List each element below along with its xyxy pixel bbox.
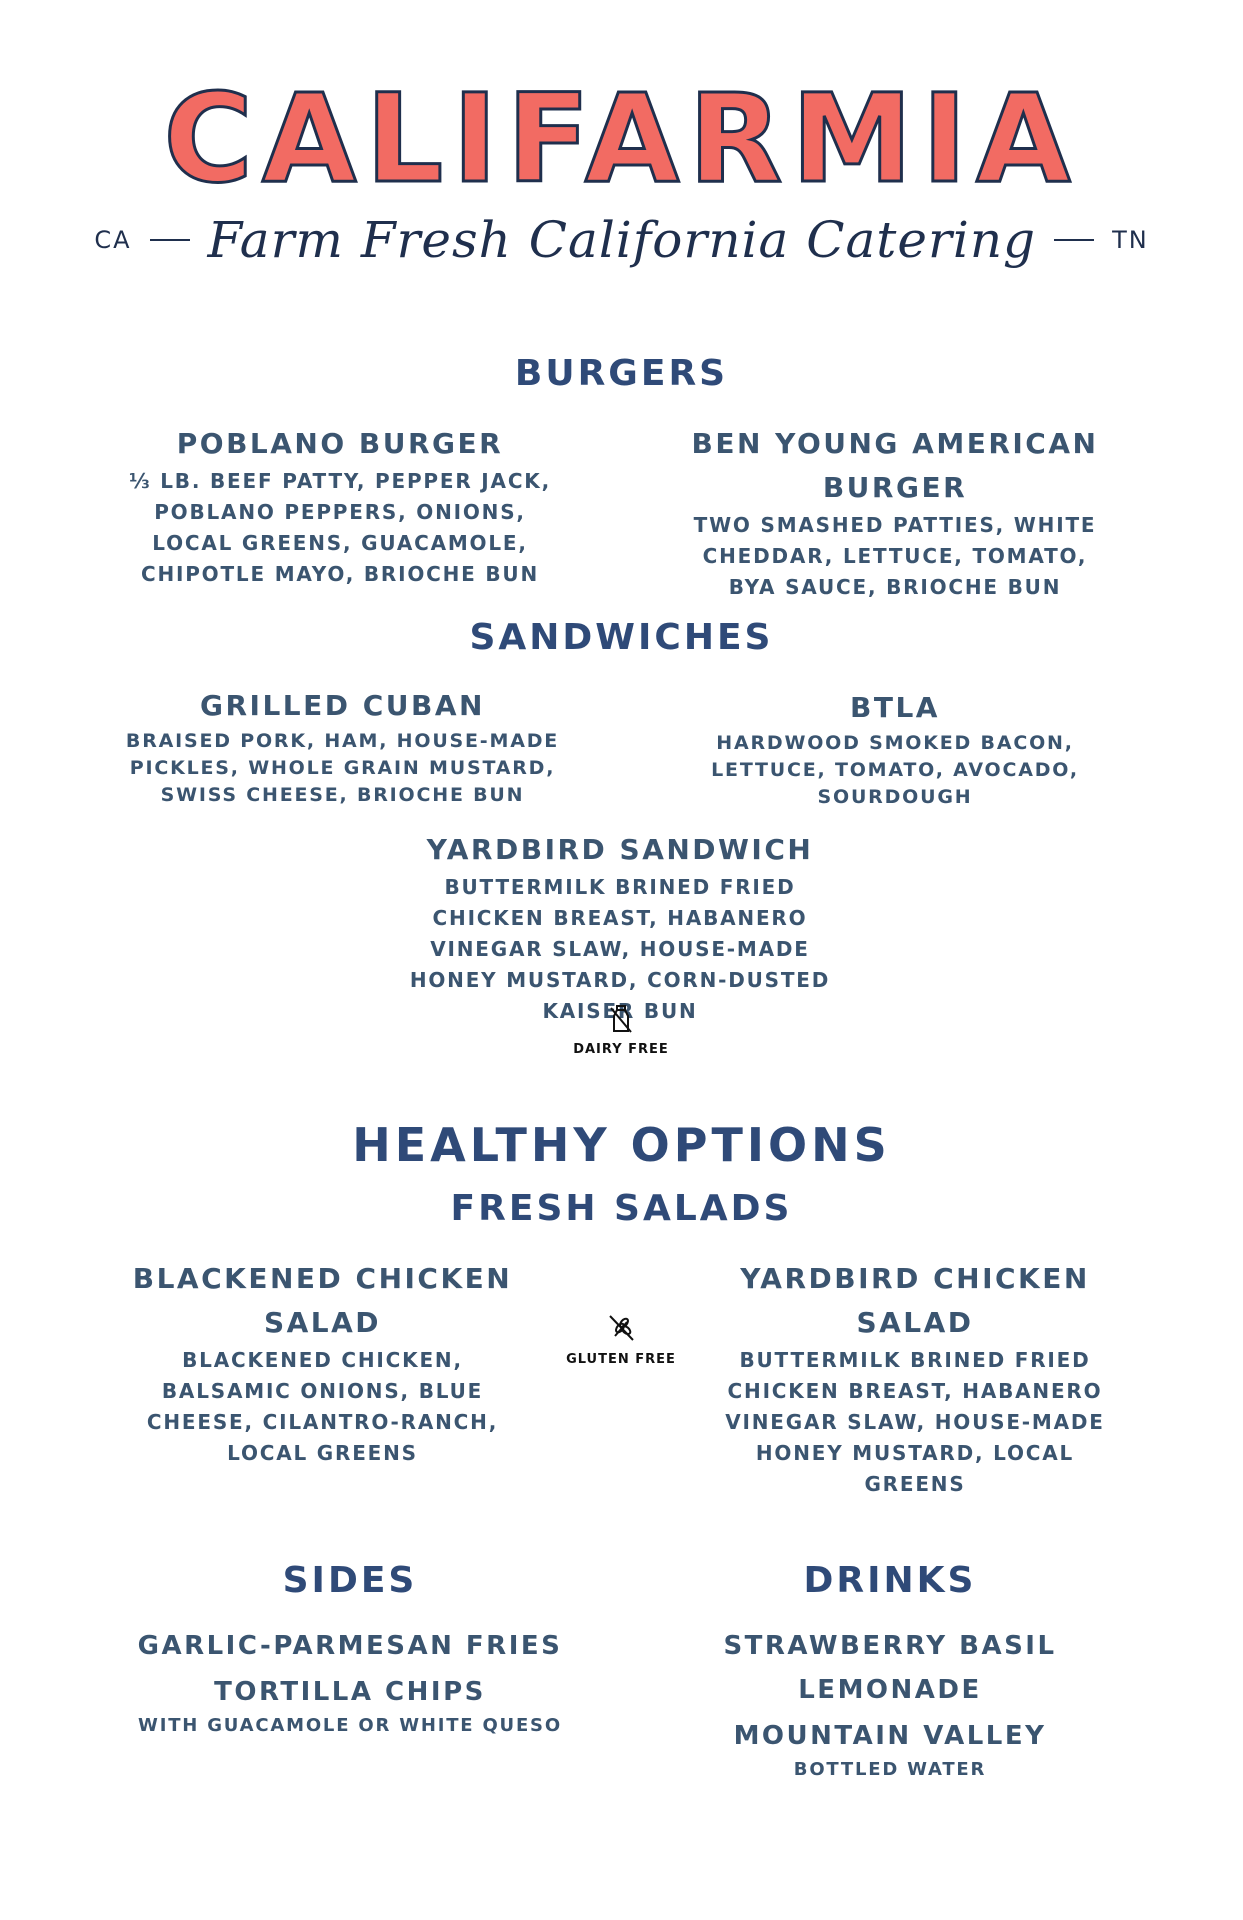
menu-item-name: YARDBIRD CHICKEN SALAD [740, 1262, 1090, 1339]
left-state-code: CA [94, 226, 132, 254]
side-item-name: GARLIC-PARMESAN FRIES [137, 1631, 563, 1661]
drinks-heading: DRINKS [803, 1560, 977, 1601]
gluten-free-icon [605, 1312, 637, 1344]
gluten-free-badge [556, 1312, 686, 1367]
menu-item-blackened-chicken-salad [120, 1257, 525, 1469]
menu-item-yardbird-sandwich [395, 828, 845, 1027]
menu-item-btla [680, 686, 1110, 811]
menu-item-description: ⅓ LB. BEEF PATTY, PEPPER JACK, POBLANO PEPPERS, ONIONS, LOCAL GREENS, GUACAMOLE, CHIPOTLE MAYO, BRIOCHE BUN [129, 469, 551, 586]
menu-item-name: YARDBIRD SANDWICH [426, 833, 814, 866]
brand-name: CALIFARMIA [163, 68, 1080, 210]
divider [1054, 239, 1094, 241]
menu-item-yardbird-chicken-salad [710, 1257, 1120, 1500]
brand-tagline-row [0, 205, 1243, 275]
drink-item-name: MOUNTAIN VALLEY [733, 1721, 1047, 1751]
fresh-salads-heading: FRESH SALADS [450, 1188, 793, 1229]
menu-item-description: BRAISED PORK, HAM, HOUSE-MADE PICKLES, WHOLE GRAIN MUSTARD, SWISS CHEESE, BRIOCHE BUN [125, 730, 560, 806]
burgers-heading: BURGERS [514, 353, 729, 394]
dairy-free-icon [608, 1004, 634, 1034]
menu-item-description: BUTTERMILK BRINED FRIED CHICKEN BREAST, HABANERO VINEGAR SLAW, HOUSE-MADE HONEY MUSTARD, CORN-DUSTED KAISER BUN [409, 875, 831, 1023]
sides-heading: SIDES [282, 1560, 418, 1601]
menu-item-description: BLACKENED CHICKEN, BALSAMIC ONIONS, BLUE CHEESE, CILANTRO-RANCH, LOCAL GREENS [146, 1348, 499, 1465]
menu-item-name: BTLA [850, 691, 940, 724]
menu-item-ben-young-american-burger [690, 422, 1100, 603]
menu-item-name: BEN YOUNG AMERICAN BURGER [691, 427, 1099, 504]
sides-list [130, 1624, 570, 1738]
dairy-free-label: DAIRY FREE [573, 1042, 669, 1057]
drink-item-name: STRAWBERRY BASIL LEMONADE [723, 1631, 1057, 1705]
menu-item-name: BLACKENED CHICKEN SALAD [132, 1262, 513, 1339]
menu-item-description: BUTTERMILK BRINED FRIED CHICKEN BREAST, HABANERO VINEGAR SLAW, HOUSE-MADE HONEY MUSTARD, LOCAL GREENS [725, 1348, 1105, 1496]
side-item-name: TORTILLA CHIPS [214, 1677, 486, 1707]
menu-item-name: POBLANO BURGER [176, 427, 504, 460]
right-state-code: TN [1112, 226, 1149, 254]
brand-tagline: Farm Fresh California Catering [207, 211, 1037, 269]
side-item-note: WITH GUACAMOLE OR WHITE QUESO [138, 1715, 562, 1736]
menu-item-poblano-burger [120, 422, 560, 590]
dairy-free-badge [561, 1004, 681, 1057]
menu-item-grilled-cuban [120, 684, 565, 809]
gluten-free-label: GLUTEN FREE [566, 1352, 676, 1367]
drinks-list [650, 1624, 1130, 1782]
drink-item-note: BOTTLED WATER [793, 1759, 987, 1780]
menu-item-description: HARDWOOD SMOKED BACON, LETTUCE, TOMATO, AVOCADO, SOURDOUGH [711, 732, 1079, 808]
menu-item-description: TWO SMASHED PATTIES, WHITE CHEDDAR, LETTUCE, TOMATO, BYA SAUCE, BRIOCHE BUN [693, 513, 1097, 599]
sandwiches-heading: SANDWICHES [469, 617, 774, 658]
menu-item-name: GRILLED CUBAN [200, 689, 485, 722]
healthy-options-heading: HEALTHY OPTIONS [352, 1118, 891, 1172]
divider [150, 239, 190, 241]
